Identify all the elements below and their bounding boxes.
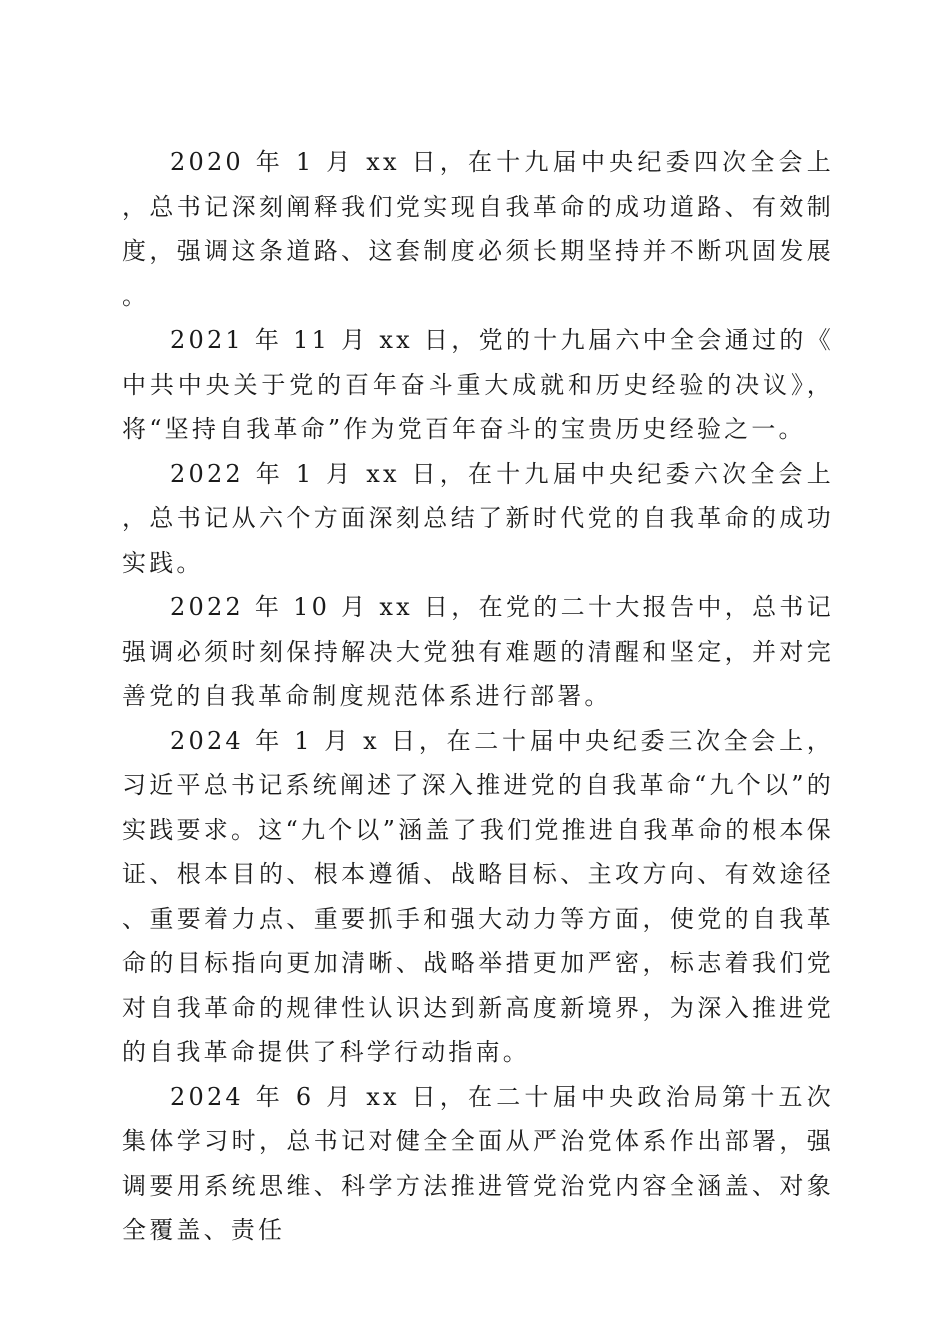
- paragraph-2022-jan: 2022 年 1 月 xx 日，在十九届中央纪委六次全会上，总书记从六个方面深刻总结了新时代党的自我革命的成功实践。: [122, 459, 834, 577]
- paragraph-2020-jan: 2020 年 1 月 xx 日，在十九届中央纪委四次全会上，总书记深刻阐释我们党实现自我革命的成功道路、有效制度，强调这条道路、这套制度必须长期坚持并不断巩固发展。: [122, 148, 834, 310]
- paragraph-2024-jun: 2024 年 6 月 xx 日，在二十届中央政治局第十五次集体学习时，总书记对健全全面从严治党体系作出部署，强调要用系统思维、科学方法推进管党治党内容全涵盖、对象全覆盖、责任: [122, 1082, 834, 1244]
- document-body: [122, 140, 834, 1253]
- paragraph-2024-jan: 2024 年 1 月 x 日，在二十届中央纪委三次全会上，习近平总书记系统阐述了深入推进党的自我革命“九个以”的实践要求。这“九个以”涵盖了我们党推进自我革命的根本保证、根本目的、根本遵循、战略目标、主攻方向、有效途径、重要着力点、重要抓手和强大动力等方面，使党的自我革命的目标指向更加清晰、战略举措更加严密，标志着我们党对自我革命的规律性认识达到新高度新境界，为深入推进党的自我革命提供了科学行动指南。: [122, 726, 834, 1066]
- paragraph-2021-nov: 2021 年 11 月 xx 日，党的十九届六中全会通过的《中共中央关于党的百年奋斗重大成就和历史经验的决议》，将“坚持自我革命”作为党百年奋斗的宝贵历史经验之一。: [122, 326, 834, 443]
- paragraph-2022-oct: 2022 年 10 月 xx 日，在党的二十大报告中，总书记强调必须时刻保持解决大党独有难题的清醒和坚定，并对完善党的自我革命制度规范体系进行部署。: [122, 593, 834, 710]
